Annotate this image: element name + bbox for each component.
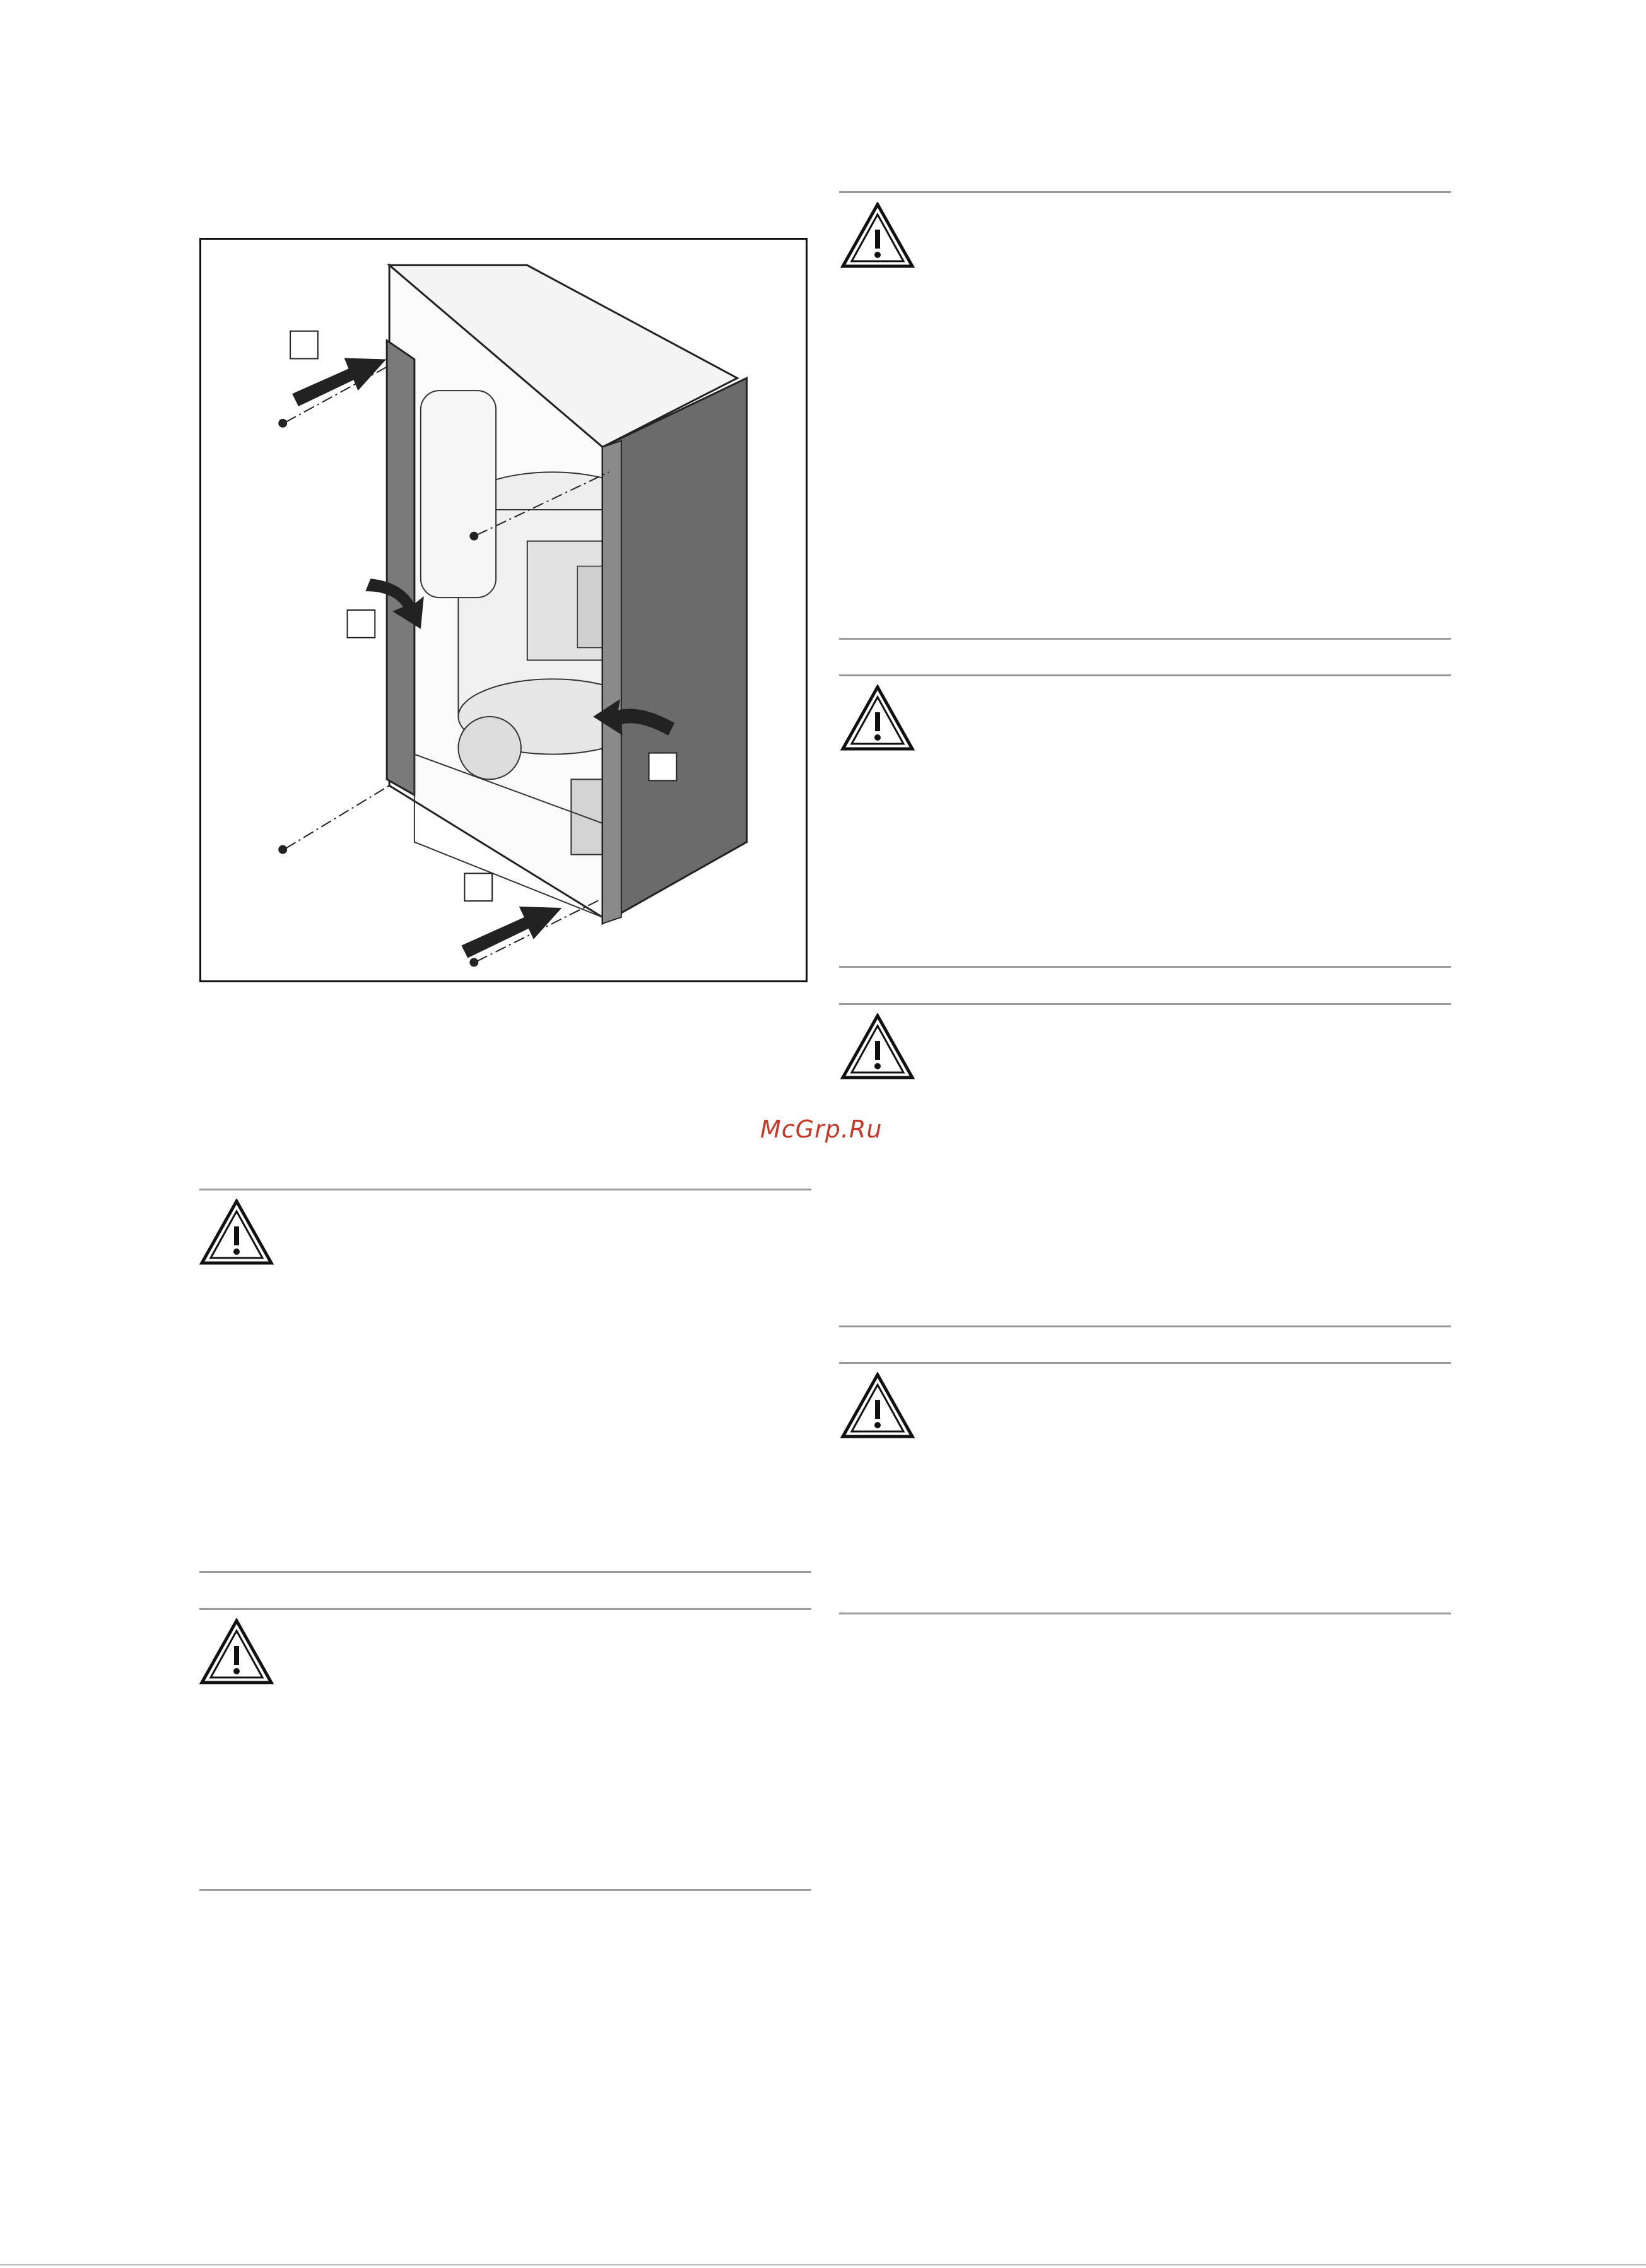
callout-box-1 (290, 331, 318, 359)
watermark-text: McGrp.Ru (760, 1115, 883, 1143)
divider (199, 1189, 811, 1190)
divider (199, 1608, 811, 1610)
page-bottom-edge (0, 2264, 1646, 2265)
divider (199, 1571, 811, 1573)
divider (199, 1889, 811, 1891)
divider (839, 674, 1451, 676)
divider (839, 1362, 1451, 1364)
divider (839, 191, 1451, 193)
divider (839, 966, 1451, 968)
divider (839, 638, 1451, 640)
callout-box-4 (464, 873, 492, 901)
callout-box-3 (649, 753, 677, 781)
callout-box-2 (348, 610, 375, 638)
warning-triangle-icon (840, 1372, 915, 1439)
warning-triangle-icon (840, 1013, 915, 1080)
warning-triangle-icon (199, 1618, 274, 1685)
installation-figure (199, 238, 808, 982)
warning-triangle-icon (199, 1199, 274, 1266)
divider (839, 1003, 1451, 1005)
divider (839, 1613, 1451, 1614)
warning-triangle-icon (840, 202, 915, 269)
warning-triangle-icon (840, 685, 915, 751)
unit-illustration (201, 240, 806, 980)
divider (839, 1325, 1451, 1327)
